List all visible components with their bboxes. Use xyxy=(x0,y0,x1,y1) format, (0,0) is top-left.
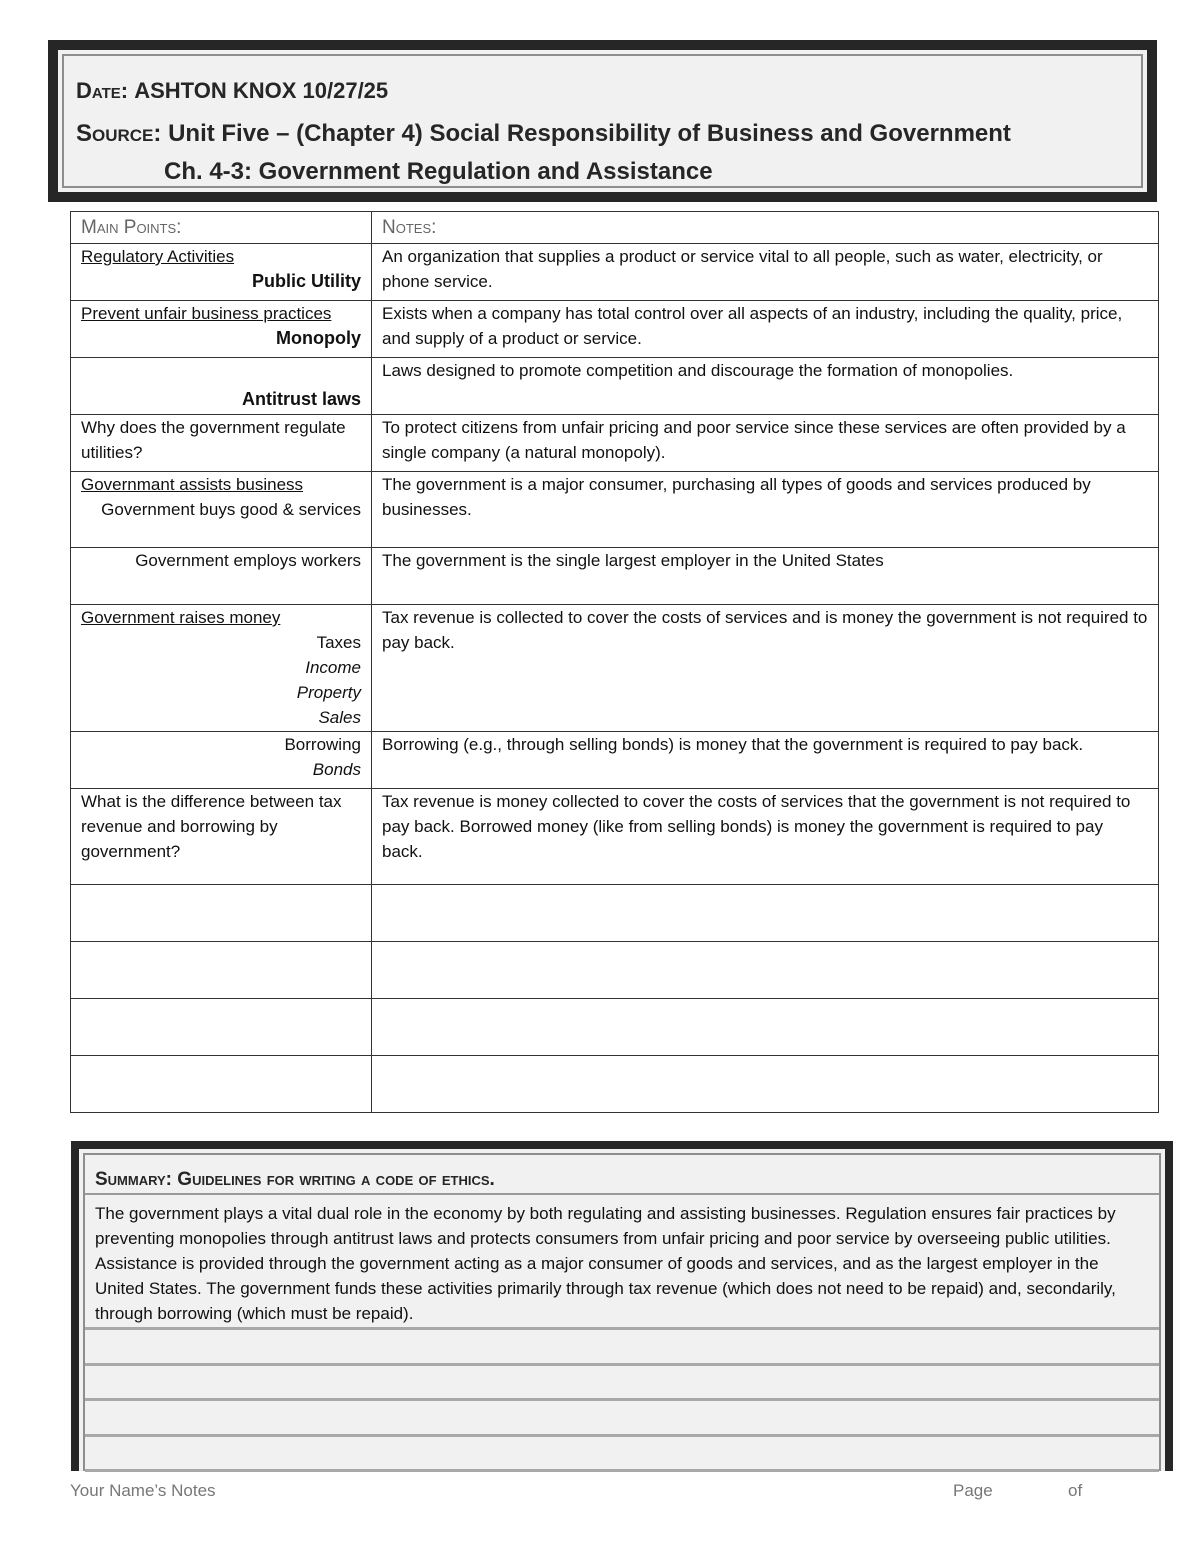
main-points-header-text: Main Points: xyxy=(81,217,182,238)
summary-writing-line xyxy=(85,1434,1159,1437)
summary-inner xyxy=(83,1153,1161,1471)
summary-box xyxy=(71,1141,1173,1471)
main-point-cell-empty[interactable] xyxy=(71,942,372,999)
table-row xyxy=(71,358,1159,415)
table-row xyxy=(71,789,1159,885)
main-point-cell xyxy=(71,358,372,415)
summary-writing-line xyxy=(85,1363,1159,1366)
note-cell: Laws designed to promote competition and discourage the formation of monopolies. xyxy=(372,358,1159,415)
date-label: Date: xyxy=(76,78,129,103)
main-point-heading: Government raises money xyxy=(81,608,281,627)
main-point-term: Public Utility xyxy=(251,271,361,291)
main-point-subitem: Bonds xyxy=(312,760,361,779)
main-point-subitem: Government buys good & services xyxy=(101,500,361,519)
table-row-empty xyxy=(71,999,1159,1056)
table-row-empty xyxy=(71,885,1159,942)
table-row xyxy=(71,301,1159,358)
footer-name-notes: Your Name’s Notes xyxy=(70,1481,216,1500)
main-point-term: Antitrust laws xyxy=(241,389,361,409)
date-line xyxy=(76,78,388,104)
summary-writing-line xyxy=(85,1469,1159,1472)
main-point-heading: Prevent unfair business practices xyxy=(81,304,332,323)
summary-title: Summary: Guidelines for writing a code of ethics. xyxy=(95,1169,495,1190)
summary-writing-line xyxy=(85,1327,1159,1330)
main-point-subitem: Borrowing xyxy=(284,735,361,754)
main-point-cell-empty[interactable] xyxy=(71,999,372,1056)
main-point-subitem: Government employs workers xyxy=(135,551,361,570)
subtitle: Ch. 4-3: Government Regulation and Assistance xyxy=(164,158,713,185)
header-inner xyxy=(62,54,1143,188)
main-point-cell xyxy=(71,605,372,732)
main-point-cell xyxy=(71,301,372,358)
main-point-cell-empty[interactable] xyxy=(71,885,372,942)
note-cell-empty[interactable] xyxy=(372,999,1159,1056)
main-points-header xyxy=(71,212,372,244)
main-point-subitem: Income xyxy=(305,658,361,677)
date-value: ASHTON KNOX 10/27/25 xyxy=(134,78,389,103)
main-point-subitem: Sales xyxy=(318,708,361,727)
header-box xyxy=(48,40,1157,202)
notes-header xyxy=(372,212,1159,244)
note-cell-empty[interactable] xyxy=(372,885,1159,942)
table-row xyxy=(71,605,1159,732)
note-cell-empty[interactable] xyxy=(372,1056,1159,1113)
note-cell: An organization that supplies a product or service vital to all people, such as water, electricity, or phone service. xyxy=(372,244,1159,301)
note-cell: The government is the single largest employer in the United States xyxy=(372,548,1159,605)
source-line xyxy=(76,120,1011,148)
main-point-cell xyxy=(71,244,372,301)
cornell-notes-table xyxy=(70,211,1159,1113)
note-cell: Exists when a company has total control over all aspects of an industry, including the quality, price, and supply of a product or service. xyxy=(372,301,1159,358)
note-cell: To protect citizens from unfair pricing and poor service since these services are often provided by a single company (a natural monopoly). xyxy=(372,415,1159,472)
main-point-subitem: Taxes xyxy=(316,633,361,652)
notes-header-text: Notes: xyxy=(382,217,437,238)
summary-title-divider xyxy=(85,1193,1159,1195)
main-point-cell xyxy=(71,472,372,548)
table-header-row xyxy=(71,212,1159,244)
main-point-cell xyxy=(71,732,372,789)
note-cell: Tax revenue is collected to cover the costs of services and is money the government is not required to pay back. xyxy=(372,605,1159,732)
table-row xyxy=(71,732,1159,789)
note-cell-empty[interactable] xyxy=(372,942,1159,999)
main-point-term: Monopoly xyxy=(276,328,361,348)
source-label: Source: xyxy=(76,120,162,147)
summary-text: The government plays a vital dual role in the economy by both regulating and assisting businesses. Regulation ensures fair practices by preventing monopolies through antitrust laws and protects consumers from unfair pricing and poor service by overseeing public utilities. Assistance is provided through the government acting as a major consumer of goods and services, and as the largest employer in the United States. The government funds these activities primarily through tax revenue (which does not need to be repaid) and, secondarily, through borrowing (which must be repaid). xyxy=(95,1204,1116,1323)
summary-writing-line xyxy=(85,1398,1159,1401)
note-cell: The government is a major consumer, purchasing all types of goods and services produced by businesses. xyxy=(372,472,1159,548)
main-point-subitem: Property xyxy=(296,683,361,702)
note-cell: Tax revenue is money collected to cover the costs of services that the government is not required to pay back. Borrowed money (like from selling bonds) is money the government is required to pay back. xyxy=(372,789,1159,885)
main-point-cell-empty[interactable] xyxy=(71,1056,372,1113)
table-row-empty xyxy=(71,942,1159,999)
footer-of-label: of xyxy=(1068,1481,1083,1500)
table-row-empty xyxy=(71,1056,1159,1113)
main-point-question: What is the difference between tax revenue and borrowing by government? xyxy=(71,789,372,885)
table-row xyxy=(71,244,1159,301)
footer-page-label: Page xyxy=(953,1481,993,1500)
source-value: Unit Five – (Chapter 4) Social Responsibility of Business and Government xyxy=(168,120,1011,147)
table-row xyxy=(71,472,1159,548)
main-point-question: Why does the government regulate utilities? xyxy=(71,415,372,472)
main-point-heading: Governmant assists business xyxy=(81,475,304,494)
table-row xyxy=(71,415,1159,472)
table-row xyxy=(71,548,1159,605)
main-point-heading: Regulatory Activities xyxy=(81,247,235,266)
main-point-cell xyxy=(71,548,372,605)
note-cell: Borrowing (e.g., through selling bonds) is money that the government is required to pay back. xyxy=(372,732,1159,789)
